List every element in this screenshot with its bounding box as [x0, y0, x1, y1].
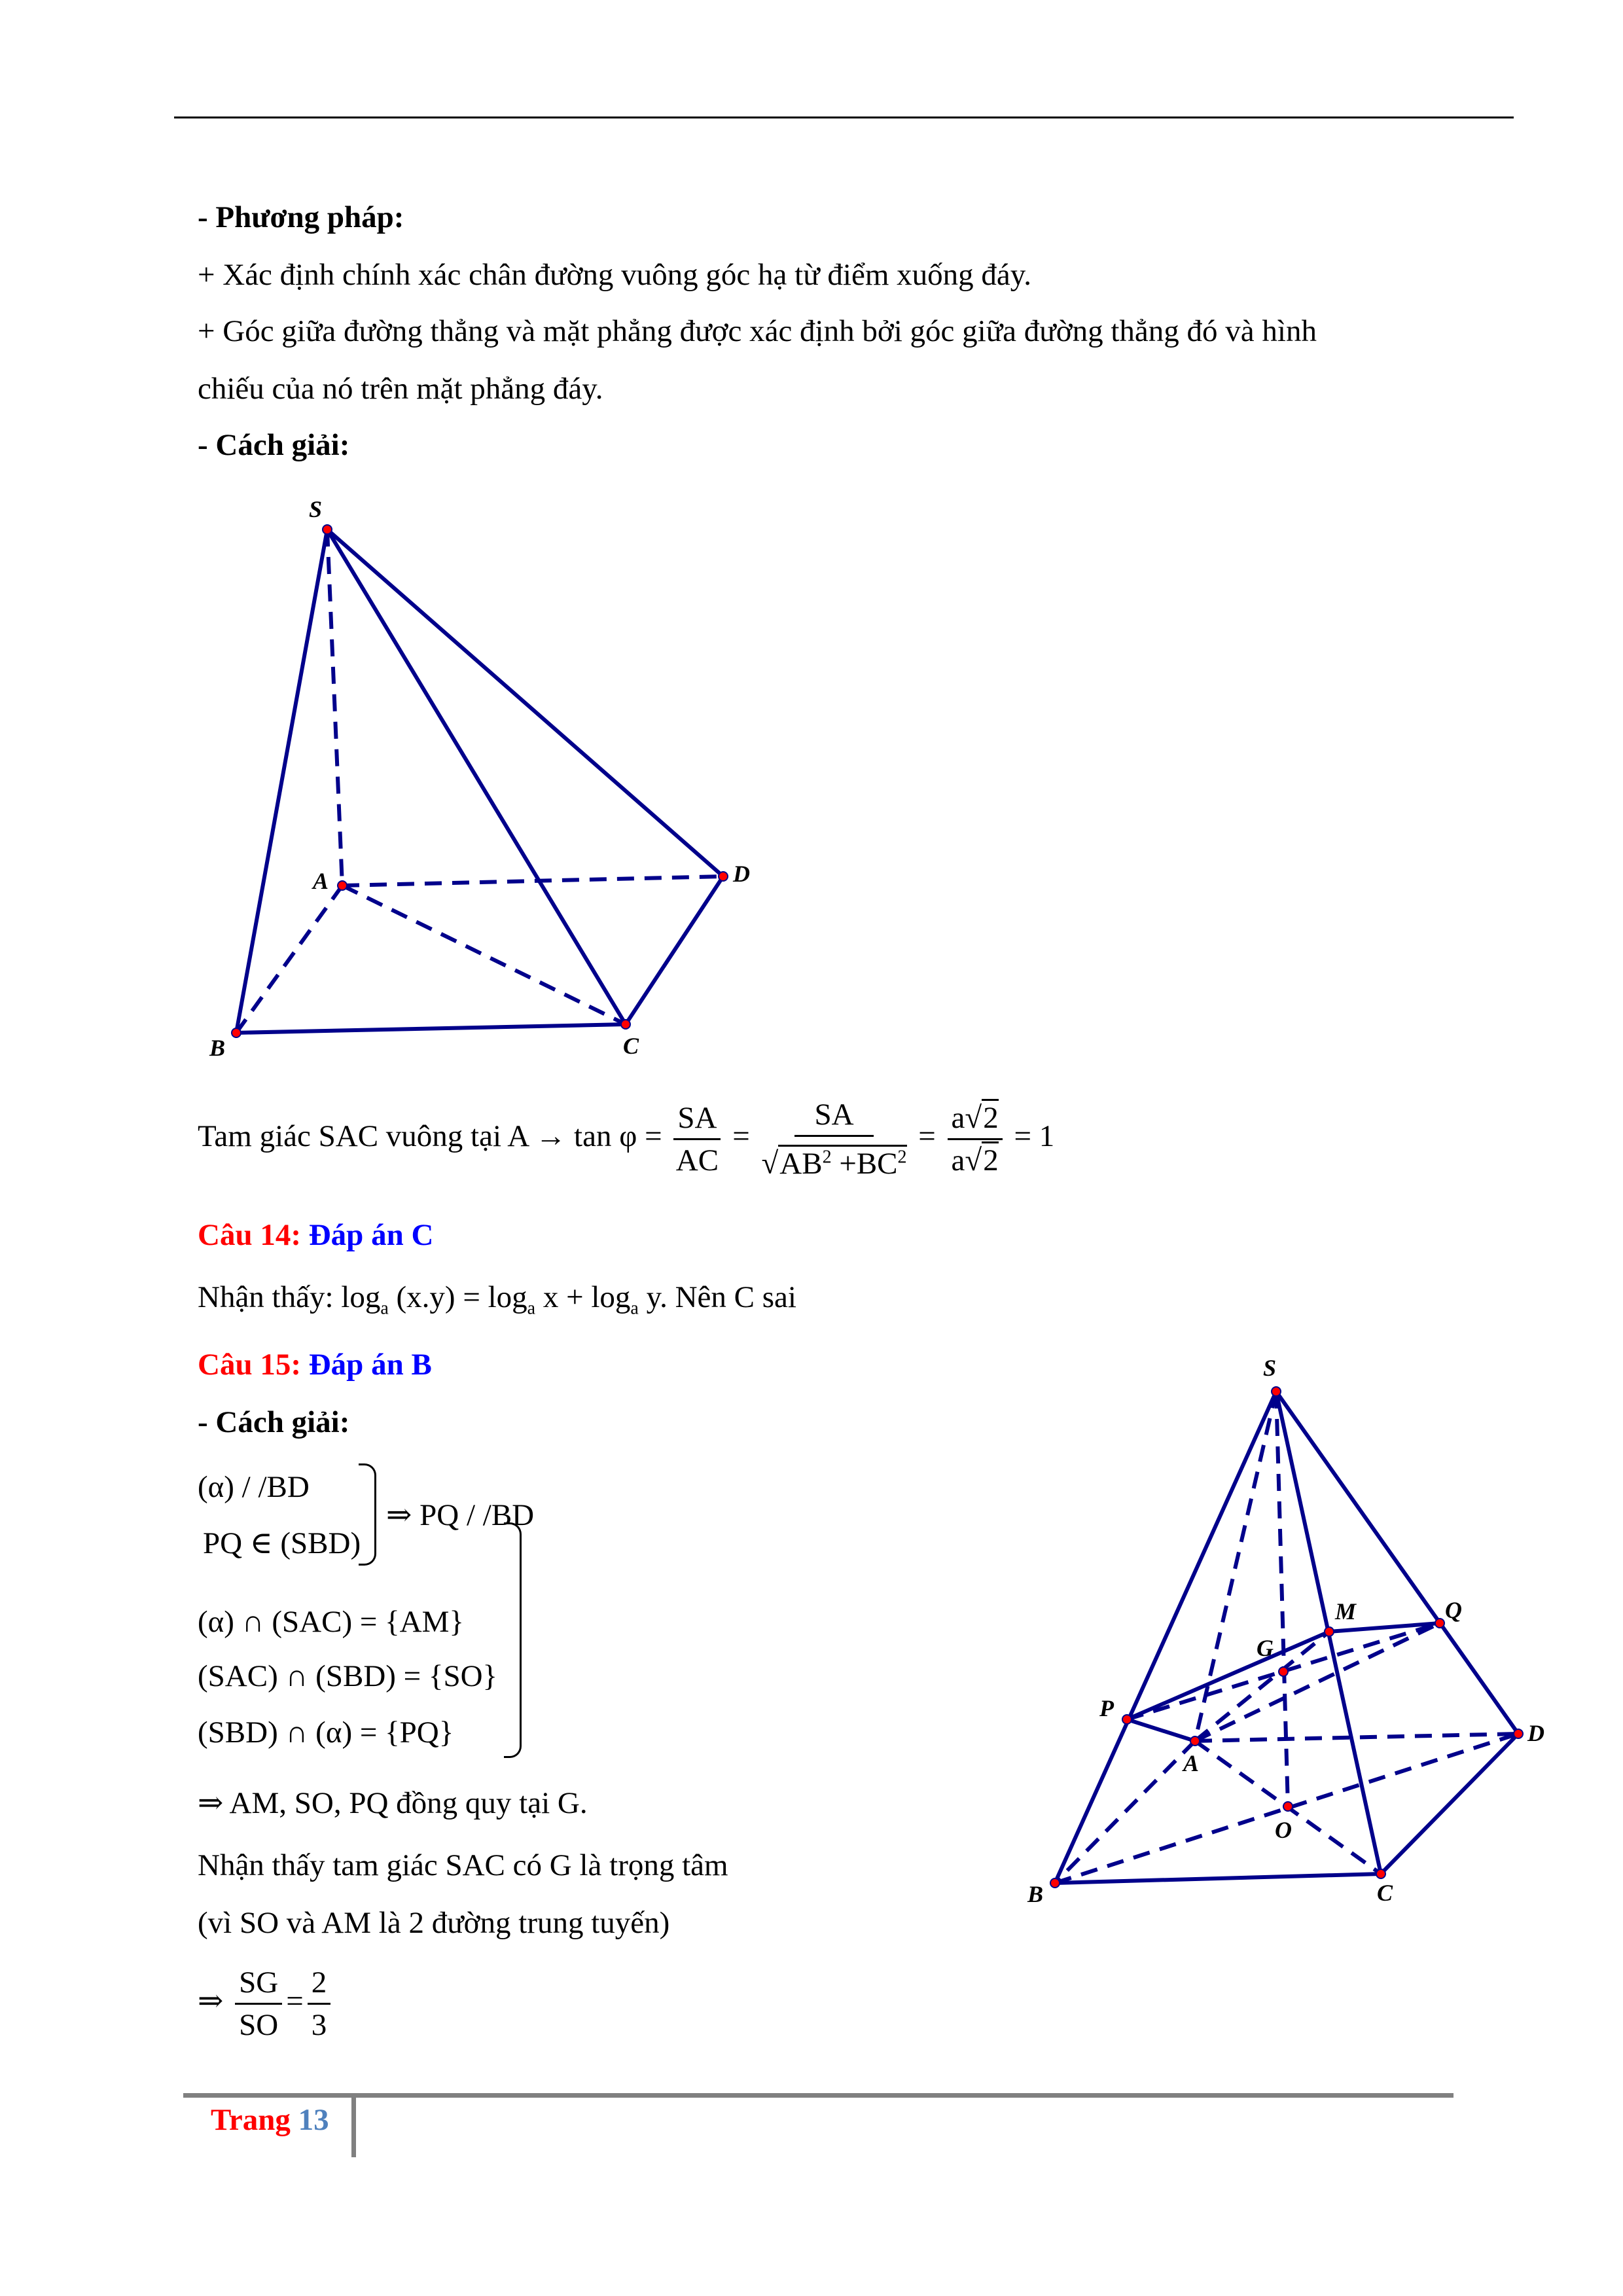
t: Nhận thấy:	[198, 1280, 334, 1314]
num: SA	[794, 1094, 873, 1137]
point-C	[621, 1020, 630, 1029]
pyramid-figure-1	[232, 525, 728, 1037]
ratio	[198, 1962, 334, 2045]
method-heading: - Phương pháp:	[198, 200, 404, 234]
note-2: (vì SO và AM là 2 đường trung tuyến)	[198, 1906, 670, 1940]
fraction-sg-so	[235, 1962, 282, 2045]
method-line-1: + Xác định chính xác chân đường vuông góc hạ từ điểm xuống đáy.	[198, 258, 1031, 292]
num: 2	[308, 1962, 331, 2005]
e3: y	[646, 1280, 660, 1314]
q14-answer: Đáp án C	[308, 1218, 434, 1252]
edge-AB	[236, 886, 342, 1033]
r: 2	[982, 1099, 999, 1135]
point-C	[1376, 1869, 1385, 1878]
den: 3	[311, 2008, 327, 2042]
sys1-result: ⇒ PQ / /BD	[386, 1498, 535, 1532]
page-number	[211, 2102, 329, 2138]
log: log	[488, 1280, 527, 1314]
label-B: B	[1027, 1881, 1044, 1907]
q15-answer: Đáp án B	[308, 1348, 432, 1382]
point-Q	[1435, 1619, 1444, 1628]
num: a√2	[948, 1098, 1003, 1140]
solution-heading: - Cách giải:	[198, 428, 350, 462]
eq: =	[286, 1984, 304, 2018]
e2: x +	[543, 1280, 584, 1314]
page-value: 13	[298, 2103, 329, 2137]
point-S	[1272, 1387, 1281, 1396]
sq: 2	[897, 1147, 907, 1167]
label-G: G	[1257, 1635, 1274, 1661]
label-M: M	[1335, 1598, 1357, 1624]
brace	[504, 1522, 522, 1758]
edge-SA	[327, 529, 342, 886]
tan-equation	[198, 1094, 1054, 1184]
footer-rule	[183, 2093, 1454, 2098]
label-A: A	[1183, 1750, 1200, 1776]
brace	[359, 1463, 376, 1566]
point-D	[1514, 1729, 1523, 1738]
edge-SB	[236, 529, 327, 1033]
den: AC	[675, 1143, 719, 1177]
edge-AD	[342, 876, 723, 886]
point-O	[1283, 1802, 1293, 1811]
label-A: A	[313, 868, 329, 894]
q14-heading	[198, 1215, 433, 1255]
label-D: D	[1527, 1720, 1544, 1746]
point-A	[338, 881, 347, 890]
point-D	[719, 872, 728, 881]
point-G	[1279, 1667, 1288, 1676]
sys2-line-1: (α) ∩ (SAC) = {AM}	[198, 1605, 464, 1639]
point-M	[1325, 1627, 1334, 1636]
ab: AB	[779, 1146, 823, 1181]
edge-AB	[1055, 1741, 1195, 1883]
edge-SA	[1195, 1391, 1276, 1741]
edge-PA	[1127, 1719, 1195, 1741]
den: a√2	[952, 1140, 999, 1181]
e1: (x.y) =	[396, 1280, 480, 1314]
edge-AQ	[1195, 1623, 1440, 1741]
page-label: Trang	[211, 2103, 291, 2137]
base: a	[630, 1298, 639, 1319]
label-D: D	[733, 861, 750, 887]
method-line-2: + Góc giữa đường thẳng và mặt phẳng được xác định bởi góc giữa đường thẳng đó và hình	[198, 314, 1317, 348]
label-P: P	[1099, 1695, 1114, 1721]
sys2-line-3: (SBD) ∩ (α) = {PQ}	[198, 1715, 454, 1749]
q15-heading	[198, 1345, 432, 1384]
method-line-3: chiếu của nó trên mặt phẳng đáy.	[198, 372, 603, 406]
a: a	[951, 1143, 965, 1177]
edge-SO	[1276, 1391, 1288, 1806]
eq-sign: =	[732, 1119, 750, 1154]
fraction-2-3	[308, 1962, 331, 2045]
a: a	[951, 1100, 965, 1135]
note-1: Nhận thấy tam giác SAC có G là trọng tâm	[198, 1848, 728, 1882]
label-S: S	[1263, 1355, 1277, 1381]
label-O: O	[1275, 1817, 1292, 1843]
q14-label: Câu 14:	[198, 1218, 301, 1252]
point-A	[1190, 1736, 1200, 1746]
footer-divider	[351, 2093, 356, 2157]
num: SA	[673, 1098, 721, 1140]
label-C: C	[1377, 1880, 1393, 1906]
point-B	[1050, 1878, 1060, 1888]
log: log	[341, 1280, 381, 1314]
point-S	[323, 525, 332, 534]
edge-SB	[1055, 1391, 1276, 1883]
q15-label: Câu 15:	[198, 1348, 301, 1382]
fraction-asqrt2	[948, 1098, 1003, 1181]
label-S: S	[309, 496, 323, 522]
num: SG	[235, 1962, 282, 2005]
implies-icon: ⇒	[198, 1984, 224, 2018]
pyramid-figure-2	[1050, 1387, 1523, 1888]
label-B: B	[209, 1035, 226, 1061]
point-P	[1122, 1715, 1132, 1724]
arrow-icon: →	[535, 1119, 567, 1154]
den: SO	[239, 2008, 279, 2042]
label-Q: Q	[1445, 1597, 1462, 1623]
edge-CD	[626, 876, 723, 1024]
fraction-sa-sqrt	[761, 1094, 906, 1184]
q14-text	[198, 1278, 796, 1328]
eq-result: = 1	[1014, 1119, 1055, 1154]
bc: +BC	[839, 1146, 898, 1181]
edge-BC	[236, 1024, 626, 1033]
edge-SD	[327, 529, 723, 876]
edge-PM	[1127, 1632, 1329, 1719]
base: a	[380, 1298, 389, 1319]
r: 2	[982, 1141, 999, 1177]
eq-tan: tan φ =	[574, 1119, 662, 1154]
sys1-line-1: (α) / /BD	[198, 1470, 310, 1504]
base: a	[527, 1298, 536, 1319]
t2: . Nên C sai	[660, 1280, 796, 1314]
fraction-sa-ac	[673, 1098, 721, 1181]
edge-BC	[1055, 1874, 1381, 1883]
conclusion: ⇒ AM, SO, PQ đồng quy tại G.	[198, 1786, 588, 1820]
sys2-line-2: (SAC) ∩ (SBD) = {SO}	[198, 1659, 498, 1693]
sq: 2	[822, 1147, 832, 1167]
eq-sign: =	[918, 1119, 936, 1154]
edge-AD	[1195, 1734, 1518, 1741]
q15-solution-heading: - Cách giải:	[198, 1405, 350, 1439]
log: log	[591, 1280, 631, 1314]
sys1-line-2: PQ ∈ (SBD)	[203, 1526, 361, 1560]
label-C: C	[623, 1033, 639, 1059]
eq-lead: Tam giác SAC vuông tại A	[198, 1119, 528, 1154]
den: $√AB^2 +BC^2$	[761, 1137, 906, 1184]
point-B	[232, 1028, 241, 1037]
